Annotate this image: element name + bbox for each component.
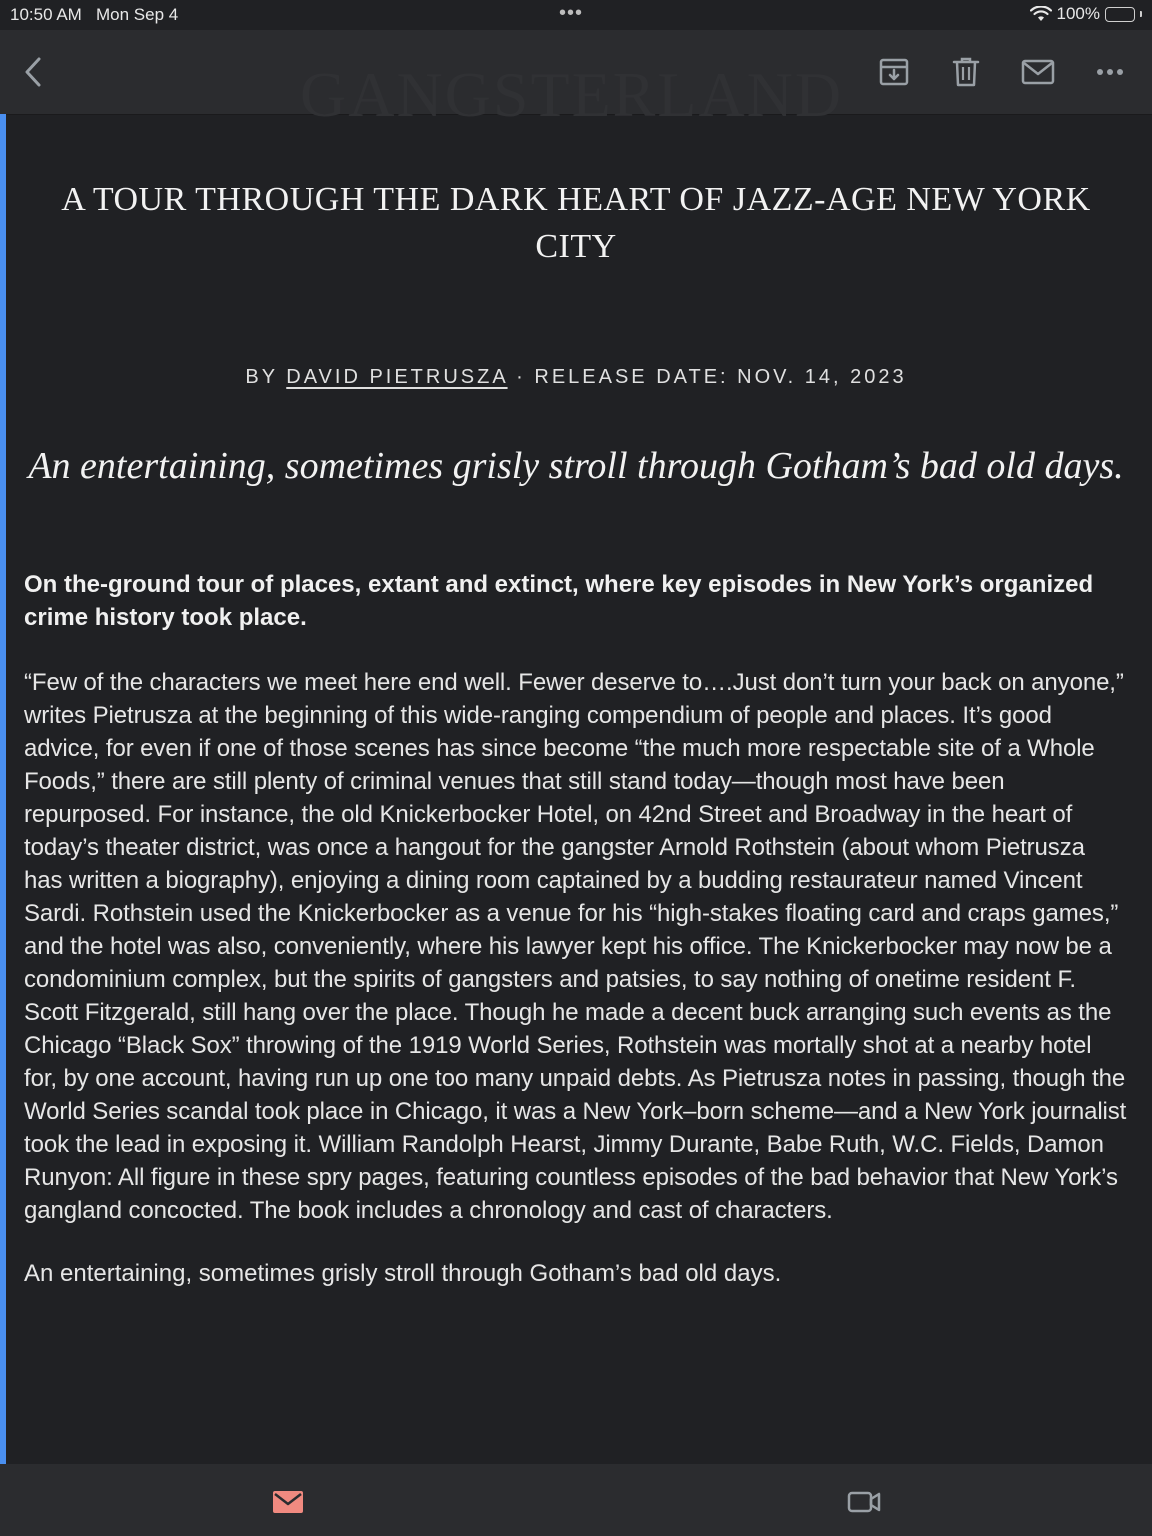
- mail-tab[interactable]: [268, 1482, 308, 1522]
- release-date: RELEASE DATE: NOV. 14, 2023: [534, 366, 907, 388]
- meet-tab[interactable]: [844, 1482, 884, 1522]
- mark-unread-button[interactable]: [1018, 52, 1058, 92]
- article-title: A TOUR THROUGH THE DARK HEART OF JAZZ-AGE NEW YORK CITY: [61, 181, 1091, 265]
- multitasking-dots[interactable]: •••: [559, 2, 584, 24]
- author-link[interactable]: DAVID PIETRUSZA: [286, 366, 508, 388]
- more-options-button[interactable]: [1090, 52, 1130, 92]
- byline: [24, 366, 1128, 389]
- more-icon: [1095, 67, 1125, 77]
- message-toolbar: [0, 30, 1152, 130]
- archive-button[interactable]: [874, 52, 914, 92]
- bottom-tab-bar: [0, 1464, 1152, 1536]
- left-accent-bar: [0, 114, 6, 1464]
- battery-percent: 100%: [1056, 4, 1100, 23]
- watermark-title: GANGSTERLAND: [300, 59, 844, 130]
- mail-icon: [1021, 58, 1055, 86]
- status-indicators: [1030, 4, 1142, 24]
- delete-button[interactable]: [946, 52, 986, 92]
- trash-icon: [950, 56, 982, 88]
- mail-tab-icon: [272, 1489, 304, 1515]
- battery-icon: [1105, 7, 1135, 22]
- review-body: “Few of the characters we meet here end well. Fewer deserve to….Just don’t turn your back on anyone,” writes Pietrusza at the beginning of this wide-ranging compendium of people and places. It’s good advice, for even if one of those scenes has since become “the much more respectable site of a Whole Foods,” there are still plenty of criminal venues that still stand today—though most have been repurposed. For instance, the old Knickerbocker Hotel, on 42nd Street and Broadway in the heart of today’s theater district, was once a hangout for the gangster Arnold Rothstein (about whom Pietrusza has written a biography), enjoying a dining room captained by a budding restaurateur named Vincent Sardi. Rothstein used the Knickerbocker as a venue for his “high-stakes floating card and craps games,” and the hotel was also, conveniently, where his lawyer kept his office. The Knickerbocker may now be a condominium complex, but the spirits of gangsters and patsies, to say nothing of onetime resident F. Scott Fitzgerald, still hang over the place. Though he made a decent buck arranging such events as the Chicago “Black Sox” throwing of the 1919 World Series, Rothstein was mortally shot at a nearby hotel for, by one account, having run up one too many unpaid debts. As Pietrusza notes in passing, though the World Series scandal took place in Chicago, it was a New York–born scheme—and a New York journalist took the lead in exposing it. William Randolph Hearst, Jimmy Durante, Babe Ruth, W.C. Fields, Damon Runyon: All figure in these spry pages, featuring countless episodes of the bad behavior that New York’s gangland concocted. The book includes a chronology and cast of characters.: [24, 669, 1127, 1224]
- lede-paragraph: On the-ground tour of places, extant and extinct, where key episodes in New York’s organized crime history took place.: [24, 571, 1094, 631]
- byline-prefix: BY: [245, 366, 278, 388]
- wifi-icon: [1030, 6, 1052, 22]
- video-tab-icon: [847, 1489, 881, 1515]
- back-icon: [22, 56, 46, 88]
- back-button[interactable]: [14, 52, 54, 92]
- status-bar: [0, 0, 1152, 30]
- email-body: [24, 114, 1128, 1290]
- tagline: An entertaining, sometimes grisly stroll through Gotham’s bad old days.: [28, 445, 1124, 487]
- byline-separator: ·: [516, 366, 526, 388]
- archive-icon: [878, 56, 910, 88]
- status-time: 10:50 AM Mon Sep 4: [10, 5, 179, 24]
- closing-paragraph: An entertaining, sometimes grisly stroll through Gotham’s bad old days.: [24, 1260, 782, 1287]
